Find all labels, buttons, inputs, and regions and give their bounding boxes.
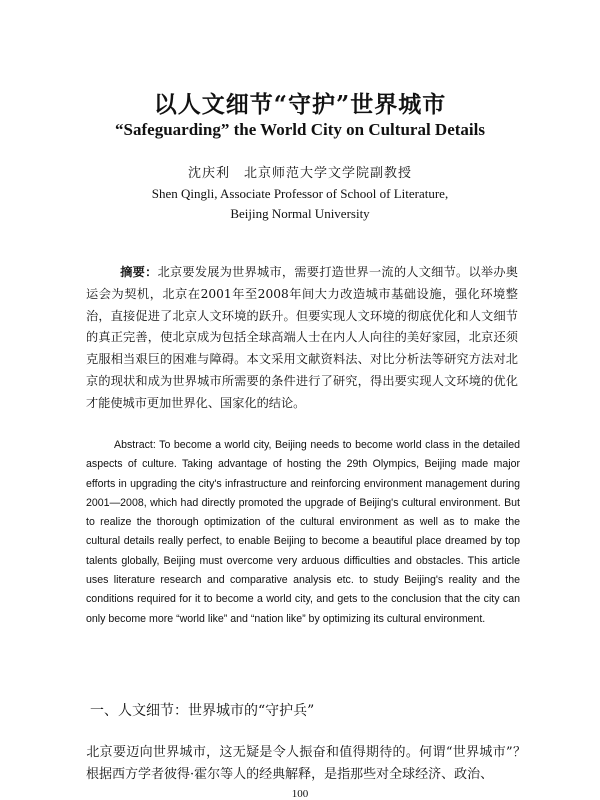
abstract-english-text: To become a world city, Beijing needs to become world class in the detailed aspects of culture. Taking advantage of hosting the 29th Olympics, Beijing made major efforts in upgrading the city's infrastructure and reinforcing environment management during 2001—2008, which had directly promoted the upgrade of Beijing's cultural environment. But to realize the thorough optimization of the cultural environment as well as to make the cultural details really perfect, to enable Beijing to become a beautiful place dreamed by top talents globally, Beijing must overcome very arduous difficulties and obstacles. This article uses literature research and comparative analysis etc. to study Beijing's reality and the conditions required for it to become a world city, and gets to the conclusion that the city can only become more “world like” and “nation like” by optimizing its cultural environment. [86, 439, 520, 625]
author-english-line-1: Shen Qingli, Associate Professor of School of Literature, [151, 186, 449, 201]
abstract-english-label: Abstract: [114, 439, 156, 451]
author-english-line-2: Beijing Normal University [230, 206, 370, 221]
author-chinese: 沈庆利 北京师范大学文学院副教授 [187, 166, 412, 181]
abstract-english [86, 436, 520, 629]
body-paragraph [86, 742, 526, 786]
page-number: 100 [291, 788, 309, 800]
body-paragraph-text: 北京要迈向世界城市，这无疑是令人振奋和值得期待的。何谓“世界城市”？根据西方学者彼得·霍尔等人的经典解释，是指那些对全球经济、政治、 [86, 745, 526, 782]
author-english [0, 184, 600, 224]
section-heading: 一、人文细节：世界城市的“守护兵” [90, 703, 315, 719]
abstract-chinese-label: 摘要： [120, 265, 158, 279]
abstract-chinese [86, 262, 518, 415]
title-english: “Safeguarding” the World City on Cultural Details [115, 120, 485, 139]
title-chinese: 以人文细节“守护”世界城市 [153, 91, 447, 118]
abstract-chinese-text: 北京要发展为世界城市，需要打造世界一流的人文细节。以举办奥运会为契机，北京在2001年至2008年间大力改造城市基础设施，强化环境整治，直接促进了北京人文环境的跃升。但要实现人文环境的彻底优化和人文细节的真正完善，使北京成为包括全球高端人士在内人人向往的美好家园，北京还须克服相当艰巨的困难与障碍。本文采用文献资料法、对比分析法等研究方法对北京的现状和成为世界城市所需要的条件进行了研究，得出要实现人文环境的优化才能使城市更加世界化、国家化的结论。 [86, 265, 518, 410]
